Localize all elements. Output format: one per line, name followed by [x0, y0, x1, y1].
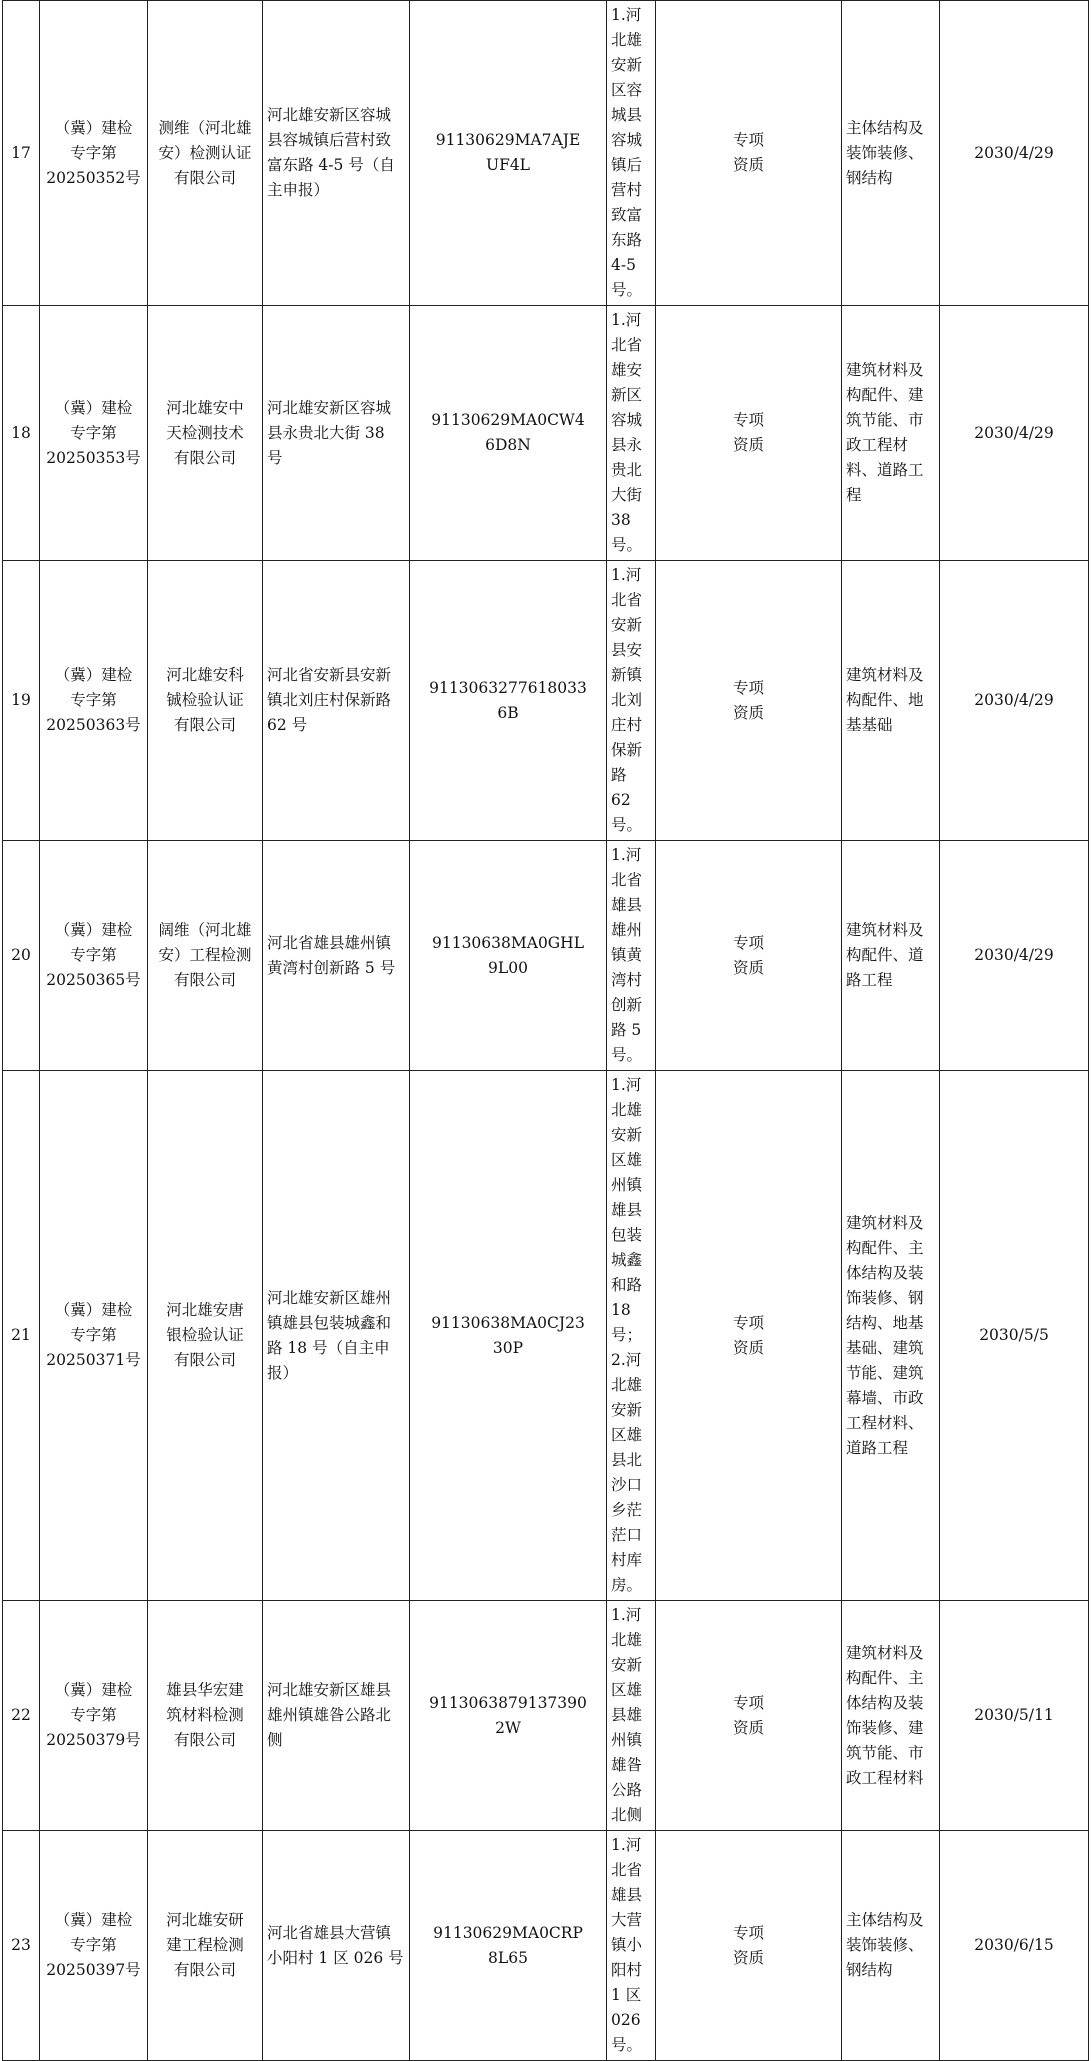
table-row: [3, 1601, 1089, 1831]
cell-qualification-scope: [842, 1071, 940, 1601]
cell-certificate-number: [40, 841, 148, 1071]
cell-qualification-scope: [842, 306, 940, 561]
cell-expiry-date-text: 2030/4/29: [974, 946, 1054, 964]
cell-certificate-number: [40, 1831, 148, 2061]
cell-expiry-date-text: 2030/4/29: [974, 143, 1054, 162]
cell-registered-address-text: 河北雄安新区雄州 镇雄县包装城鑫和 路 18 号（自主申 报）: [267, 1288, 392, 1382]
cell-certificate-number-text: （冀）建检 专字第 20250379号: [46, 1681, 141, 1749]
cell-qualification-type-text: 专项 资质: [732, 1693, 764, 1737]
cell-serial-number-text: 21: [11, 1326, 31, 1344]
cell-qualification-scope-text: 建筑材料及构配件、主 体结构及装饰装修、建 筑节能、市政工程材料: [846, 1643, 924, 1787]
cell-serial-number-text: 22: [11, 1706, 31, 1724]
cell-qualification-scope-text: 建筑材料及构配件、道 路工程: [846, 921, 924, 989]
table-row: [3, 841, 1089, 1071]
cell-credit-code-text: 91130638MA0CJ23 30P: [431, 1313, 585, 1357]
table-row: [3, 1, 1089, 306]
cell-expiry-date-text: 2030/4/29: [974, 423, 1054, 442]
cell-registered-address-text: 河北雄安新区容城 县永贵北大街 38 号: [267, 398, 392, 467]
cell-testing-site: [607, 1831, 656, 2061]
cell-qualification-type: [656, 1601, 842, 1831]
cell-credit-code: [410, 1831, 607, 2061]
cell-serial-number: [3, 561, 40, 841]
table-body: [3, 1, 1089, 2061]
cell-credit-code: [410, 1601, 607, 1831]
cell-credit-code: [410, 1, 607, 306]
cell-qualification-type-text: 专项 资质: [732, 1923, 764, 1967]
cell-qualification-type-text: 专项 资质: [732, 933, 764, 977]
cell-expiry-date-text: 2030/6/15: [974, 1936, 1054, 1954]
cell-qualification-type-text: 专项 资质: [732, 1313, 764, 1357]
cell-company-name-text: 河北雄安唐 银检验认证 有限公司: [166, 1301, 244, 1369]
cell-expiry-date: [940, 841, 1089, 1071]
cell-serial-number-text: 17: [11, 143, 31, 162]
cell-company-name-text: 河北雄安科 铖检验认证 有限公司: [166, 666, 244, 734]
cell-company-name: [148, 841, 263, 1071]
cell-credit-code-text: 9113063277618033 6B: [429, 678, 587, 722]
cell-serial-number-text: 19: [11, 691, 31, 709]
cell-company-name: [148, 306, 263, 561]
cell-registered-address: [263, 1071, 410, 1601]
cell-testing-site-text: 1.河北省安新县安新镇 北刘庄村保新路 62 号。: [611, 566, 643, 834]
cell-certificate-number: [40, 1601, 148, 1831]
cell-registered-address-text: 河北省安新县安新 镇北刘庄村保新路 62 号: [267, 666, 392, 734]
cell-expiry-date: [940, 1831, 1089, 2061]
cell-testing-site-text: 1.河北雄安新区雄县雄 州镇雄昝公路北侧: [611, 1606, 643, 1824]
cell-credit-code-text: 91130629MA0CRP 8L65: [433, 1923, 583, 1967]
table-row: [3, 1071, 1089, 1601]
cell-qualification-type: [656, 1831, 842, 2061]
cell-testing-site: [607, 1, 656, 306]
cell-company-name-text: 雄县华宏建 筑材料检测 有限公司: [166, 1681, 244, 1749]
cell-testing-site: [607, 561, 656, 841]
cell-qualification-type: [656, 1, 842, 306]
cell-serial-number: [3, 841, 40, 1071]
cell-testing-site-text: 1.河北省雄县大营镇小 阳村 1 区 026 号。: [611, 1836, 643, 2054]
cell-certificate-number-text: （冀）建检 专字第 20250353号: [46, 398, 141, 467]
cell-expiry-date: [940, 1, 1089, 306]
cell-credit-code: [410, 306, 607, 561]
cell-expiry-date: [940, 561, 1089, 841]
cell-qualification-scope-text: 主体结构及装饰装修、 钢结构: [846, 1911, 924, 1979]
cell-credit-code: [410, 1071, 607, 1601]
cell-company-name-text: 阔维（河北雄 安）工程检测 有限公司: [158, 921, 252, 989]
cell-registered-address: [263, 841, 410, 1071]
cell-qualification-type: [656, 1071, 842, 1601]
cell-testing-site-text: 1.河北省雄安新区容城 县永贵北大街 38 号。: [611, 311, 643, 554]
cell-qualification-scope-text: 建筑材料及构配件、主 体结构及装饰装修、钢 结构、地基基础、建筑 节能、建筑幕墙、市政 工程材料、道路工程: [846, 1213, 924, 1457]
cell-credit-code-text: 91130629MA7AJE UF4L: [435, 131, 581, 174]
qualification-table-container: [2, 0, 1089, 2061]
cell-credit-code-text: 91130629MA0CW4 6D8N: [431, 411, 585, 454]
cell-credit-code: [410, 561, 607, 841]
cell-company-name-text: 河北雄安研 建工程检测 有限公司: [166, 1911, 244, 1979]
cell-company-name: [148, 1601, 263, 1831]
cell-company-name: [148, 561, 263, 841]
cell-serial-number-text: 23: [11, 1936, 31, 1954]
cell-qualification-type: [656, 841, 842, 1071]
cell-certificate-number: [40, 561, 148, 841]
cell-testing-site-text: 1.河北雄安新区容城县 容城镇后营村致富东路 4-5 号。: [611, 6, 643, 299]
cell-qualification-type: [656, 306, 842, 561]
cell-qualification-type-text: 专项 资质: [732, 678, 764, 722]
qualification-table: [2, 0, 1089, 2061]
cell-qualification-scope-text: 建筑材料及构配件、建 筑节能、市政工程材 料、道路工程: [846, 361, 924, 504]
cell-credit-code: [410, 841, 607, 1071]
cell-expiry-date-text: 2030/5/11: [974, 1706, 1054, 1724]
cell-registered-address-text: 河北省雄县雄州镇 黄湾村创新路 5 号: [267, 933, 396, 977]
cell-testing-site: [607, 1601, 656, 1831]
cell-certificate-number-text: （冀）建检 专字第 20250363号: [46, 666, 141, 734]
cell-serial-number: [3, 1071, 40, 1601]
cell-expiry-date-text: 2030/5/5: [979, 1326, 1049, 1344]
cell-certificate-number-text: （冀）建检 专字第 20250371号: [46, 1301, 141, 1369]
cell-serial-number-text: 18: [11, 423, 31, 442]
cell-qualification-scope-text: 建筑材料及构配件、地 基基础: [846, 666, 924, 734]
cell-qualification-type-text: 专项 资质: [732, 411, 764, 454]
cell-registered-address: [263, 1601, 410, 1831]
cell-qualification-scope-text: 主体结构及装饰装修、 钢结构: [846, 118, 924, 187]
cell-registered-address-text: 河北省雄县大营镇 小阳村 1 区 026 号: [267, 1923, 404, 1967]
cell-company-name-text: 测维（河北雄 安）检测认证 有限公司: [158, 118, 252, 187]
cell-registered-address: [263, 1831, 410, 2061]
cell-testing-site: [607, 306, 656, 561]
cell-qualification-type: [656, 561, 842, 841]
cell-qualification-scope: [842, 1831, 940, 2061]
cell-serial-number: [3, 1601, 40, 1831]
cell-company-name: [148, 1, 263, 306]
cell-certificate-number-text: （冀）建检 专字第 20250365号: [46, 921, 141, 989]
cell-serial-number: [3, 1, 40, 306]
cell-certificate-number: [40, 1, 148, 306]
cell-registered-address: [263, 561, 410, 841]
table-row: [3, 1831, 1089, 2061]
cell-expiry-date-text: 2030/4/29: [974, 691, 1054, 709]
cell-serial-number-text: 20: [11, 946, 31, 964]
table-row: [3, 306, 1089, 561]
cell-expiry-date: [940, 1071, 1089, 1601]
cell-serial-number: [3, 306, 40, 561]
cell-testing-site-text: 1.河北省雄县雄州镇黄 湾村创新路 5 号。: [611, 846, 643, 1064]
cell-qualification-scope: [842, 561, 940, 841]
cell-expiry-date: [940, 306, 1089, 561]
cell-registered-address: [263, 1, 410, 306]
cell-certificate-number-text: （冀）建检 专字第 20250397号: [46, 1911, 141, 1979]
cell-company-name: [148, 1831, 263, 2061]
cell-testing-site-text: 1.河北雄安新区雄州镇 雄县包装城鑫和路 18 号； 2.河北雄安新区雄县北 沙口乡茫茫口村库房。: [611, 1076, 643, 1594]
cell-testing-site: [607, 1071, 656, 1601]
cell-certificate-number: [40, 306, 148, 561]
cell-company-name-text: 河北雄安中 天检测技术 有限公司: [166, 398, 244, 467]
cell-credit-code-text: 91130638MA0GHL 9L00: [431, 933, 584, 977]
cell-credit-code-text: 9113063879137390 2W: [429, 1693, 587, 1737]
cell-qualification-scope: [842, 1601, 940, 1831]
cell-testing-site: [607, 841, 656, 1071]
cell-qualification-scope: [842, 1, 940, 306]
cell-expiry-date: [940, 1601, 1089, 1831]
table-row: [3, 561, 1089, 841]
cell-registered-address: [263, 306, 410, 561]
cell-registered-address-text: 河北雄安新区雄县 雄州镇雄昝公路北 侧: [267, 1681, 392, 1749]
cell-certificate-number-text: （冀）建检 专字第 20250352号: [46, 118, 141, 187]
cell-company-name: [148, 1071, 263, 1601]
cell-qualification-type-text: 专项 资质: [732, 131, 764, 174]
cell-registered-address-text: 河北雄安新区容城 县容城镇后营村致 富东路 4-5 号（自 主申报）: [267, 106, 395, 199]
cell-certificate-number: [40, 1071, 148, 1601]
cell-qualification-scope: [842, 841, 940, 1071]
cell-serial-number: [3, 1831, 40, 2061]
